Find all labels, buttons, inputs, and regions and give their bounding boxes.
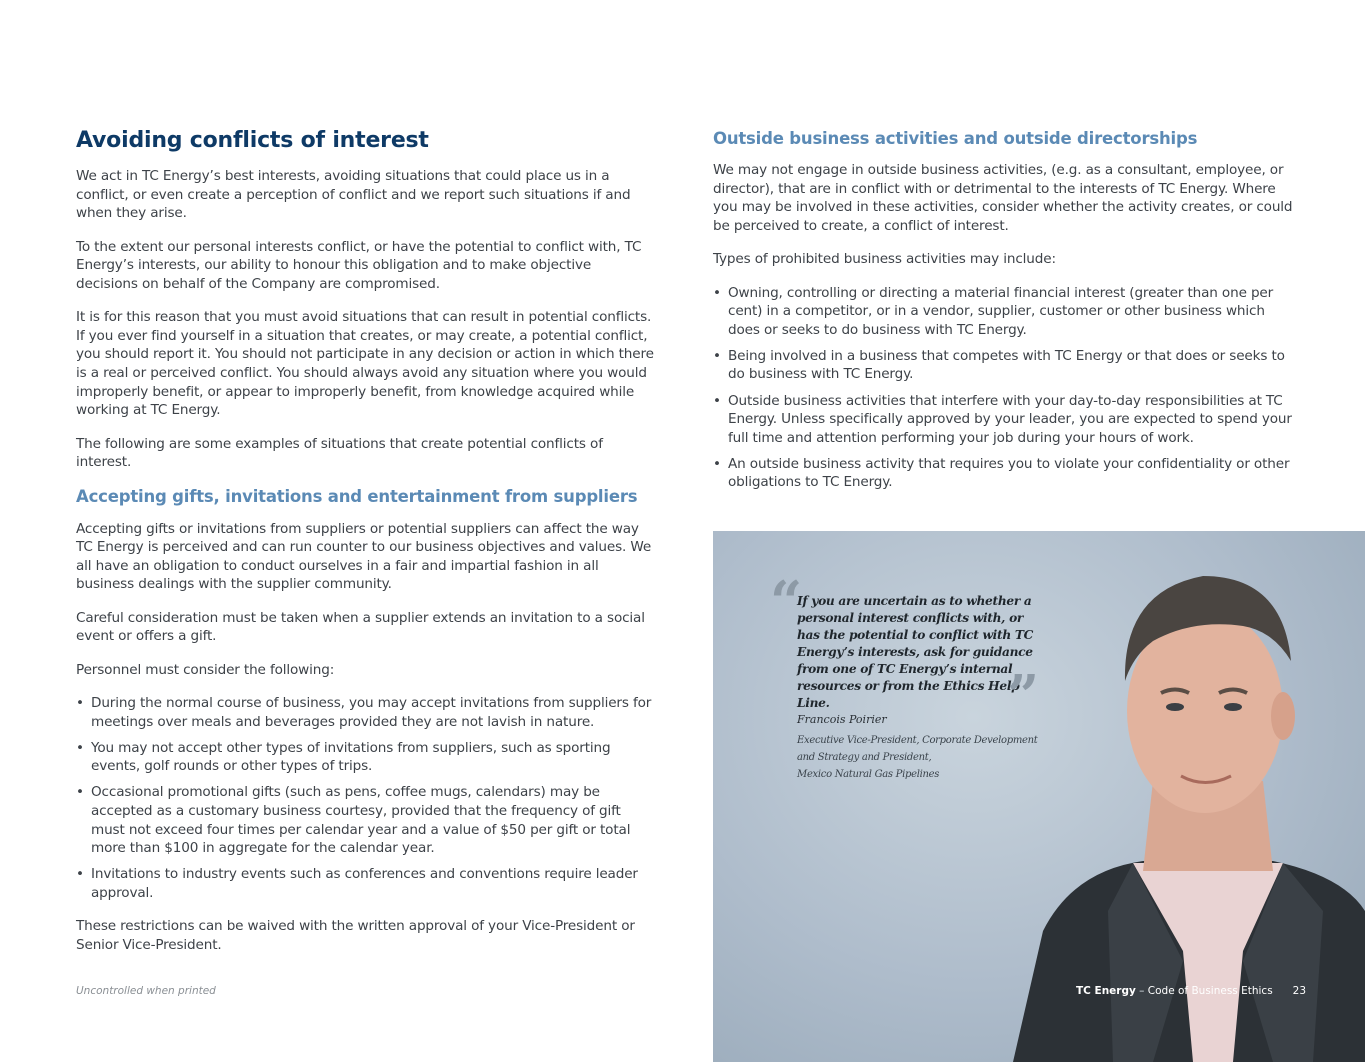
prohibited-activities-list (713, 284, 1298, 492)
quote-author-name: Francois Poirier (797, 713, 887, 726)
section-title-outside-activities: Outside business activities and outside directorships (713, 129, 1198, 148)
list-item: • Invitations to industry events such as conferences and conventions require leader approval. (76, 866, 638, 901)
quote-author-role-line: Mexico Natural Gas Pipelines (797, 769, 940, 780)
eye-right (1224, 703, 1242, 711)
gifts-bullet-list (76, 694, 656, 902)
list-item: • An outside business activity that requires you to violate your confidentiality or other obligations to TC Energy. (713, 455, 1290, 491)
footer-separator: – (1135, 985, 1148, 997)
paragraph: To the extent our personal interests conflict, or have the potential to conflict with, TC Energy’s interests, our ability to honour this obligation and to make objective decisions on behalf of the Company are compromised. (76, 238, 642, 292)
paragraph: It is for this reason that you must avoid situations that can result in potential conflicts. If you ever find yourself in a situation that creates, or may create, a potential conflict, you should report it. You should not participate in any decision or action in which there is a real or perceived conflict. You should always avoid any situation where you would improperly benefit, or appear to improperly benefit, from knowledge acquired while working at TC Energy. (76, 309, 654, 419)
quote-author-role-line: Executive Vice-President, Corporate Development (797, 735, 1038, 746)
pull-quote (797, 593, 1037, 712)
bullet-icon: • (713, 347, 721, 364)
footer-uncontrolled-note: Uncontrolled when printed (76, 985, 216, 997)
quote-text: If you are uncertain as to whether a personal interest conflicts with, or has the potential to conflict with TC Energy’s interests, ask for guidance from one of TC Energy’s internal resources or from the Ethics Help Line. (797, 594, 1034, 710)
paragraph: Types of prohibited business activities may include: (713, 251, 1056, 268)
eye-left (1166, 703, 1184, 711)
open-quote-mark: “ (770, 569, 803, 635)
quote-attribution (797, 711, 1057, 783)
bullet-icon: • (76, 739, 84, 756)
section-title-conflicts: Avoiding conflicts of interest (76, 128, 429, 153)
paragraph: Personnel must consider the following: (76, 661, 335, 678)
list-item: • You may not accept other types of invitations from suppliers, such as sporting events, golf rounds or other types of trips. (76, 739, 611, 775)
list-item: • Owning, controlling or directing a material financial interest (greater than one per cent) in a competitor, or in a vendor, supplier, customer or other business which does or seeks to do business with TC Energy. (713, 284, 1274, 338)
bullet-icon: • (713, 284, 721, 301)
left-column (76, 128, 656, 969)
list-item: • Outside business activities that interfere with your day-to-day responsibilities at TC Energy. Unless specifically approved by your leader, you are expected to spend your full time and attention performing your job during your hours of work. (713, 392, 1292, 446)
quote-author-role-line: and Strategy and President, (797, 752, 932, 763)
list-item: • Being involved in a business that competes with TC Energy or that does or seeks to do business with TC Energy. (713, 347, 1285, 383)
bullet-icon: • (76, 866, 84, 883)
paragraph: Careful consideration must be taken when a supplier extends an invitation to a social event or offers a gift. (76, 609, 645, 645)
closing-paragraph: These restrictions can be waived with the written approval of your Vice-President or Senior Vice-President. (76, 918, 635, 953)
footer-brand: TC Energy (1076, 985, 1136, 997)
paragraph: We may not engage in outside business activities, (e.g. as a consultant, employee, or director), that are in conflict with or detrimental to the interests of TC Energy. Where you may be involved in these activities, consider whether the activity creates, or could be perceived to create, a conflict of interest. (713, 162, 1293, 234)
right-column (713, 128, 1298, 507)
bullet-icon: • (713, 392, 721, 409)
page-number: 23 (1292, 985, 1307, 997)
bullet-icon: • (76, 695, 84, 712)
bullet-icon: • (713, 455, 721, 472)
bullet-icon: • (76, 784, 84, 801)
list-item: • Occasional promotional gifts (such as pens, coffee mugs, calendars) may be accepted as a customary business courtesy, provided that the frequency of gift must not exceed four times per calendar year and a value of $50 per gift or total more than $100 in aggregate for the calendar year. (76, 784, 631, 857)
footer-document-info (1076, 985, 1306, 997)
close-quote-mark: ” (1007, 663, 1040, 729)
ear (1271, 692, 1295, 740)
paragraph: Accepting gifts or invitations from suppliers or potential suppliers can affect the way TC Energy is perceived and can run counter to our business objectives and values. We all have an obligation to conduct ourselves in a fair and impartial fashion in all business dealings with the supplier community. (76, 520, 652, 593)
list-item: • During the normal course of business, you may accept invitations from suppliers for meetings over meals and beverages provided they are not lavish in nature. (76, 695, 652, 730)
paragraph: The following are some examples of situations that create potential conflicts of interest. (76, 435, 603, 471)
footer-document-name: Code of Business Ethics (1147, 985, 1273, 997)
paragraph: We act in TC Energy’s best interests, avoiding situations that could place us in a conflict, or even create a perception of conflict and we report such situations if and when they arise. (76, 168, 631, 222)
section-title-gifts: Accepting gifts, invitations and entertainment from suppliers (76, 486, 638, 506)
